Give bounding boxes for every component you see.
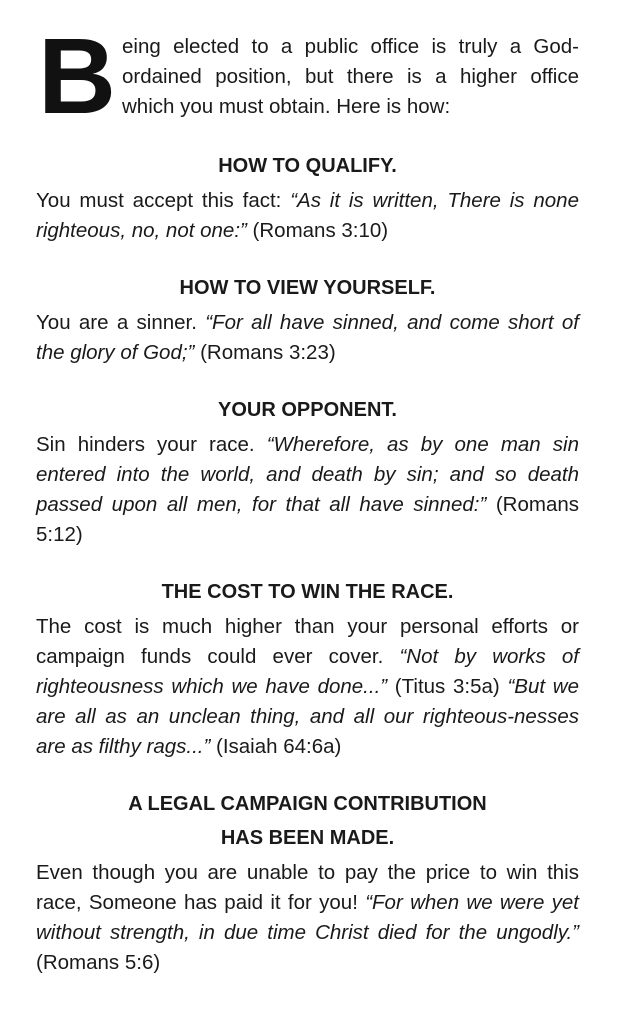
scripture-reference: (Romans 3:10)	[246, 219, 389, 242]
scripture-quote: “For when we were yet without strength, in due time Christ died for the ungodly.”	[36, 891, 579, 944]
body-text: Sin hinders your race.	[36, 433, 267, 456]
section-body	[36, 430, 579, 550]
section-how-to-view-yourself	[36, 274, 579, 368]
body-text: You must accept this fact:	[36, 189, 291, 212]
drop-cap: B	[38, 15, 116, 136]
section-heading: YOUR OPPONENT.	[218, 399, 397, 421]
section-heading: A LEGAL CAMPAIGN CONTRIBUTION	[128, 793, 487, 815]
section-cost-to-win	[36, 578, 579, 762]
section-your-opponent	[36, 396, 579, 550]
body-text: You are a sinner.	[36, 311, 206, 334]
body-text: Even though you are unable to pay the price to win this race, Someone has paid it for you!	[36, 861, 579, 914]
scripture-quote: “For all have sinned, and come short of the glory of God;”	[36, 311, 579, 364]
section-how-to-qualify	[36, 152, 579, 246]
section-heading: HOW TO VIEW YOURSELF.	[179, 277, 436, 299]
section-body	[36, 308, 579, 368]
section-heading: HOW TO QUALIFY.	[218, 155, 397, 177]
body-text: The cost is much higher than your personal efforts or campaign funds could ever cover.	[36, 615, 579, 668]
scripture-reference: (Titus 3:5a)	[387, 675, 508, 698]
scripture-quote: “Wherefore, as by one man sin entered into the world, and death by sin; and so death passed upon all men, for that all have sinned:”	[36, 433, 579, 516]
scripture-reference: (Romans 5:6)	[36, 951, 161, 974]
intro-text: eing elected to a public office is truly a God-ordained position, but there is a higher office which you must obtain. Here is how:	[122, 35, 579, 118]
section-heading: THE COST TO WIN THE RACE.	[161, 581, 454, 603]
scripture-reference: (Romans 5:12)	[36, 493, 580, 546]
intro-paragraph	[36, 15, 579, 136]
section-body	[36, 612, 579, 762]
scripture-quote: “Not by works of righteousness which we have done...”	[36, 645, 579, 698]
section-body	[36, 186, 579, 246]
scripture-reference-second: (Isaiah 64:6a)	[210, 735, 342, 758]
scripture-quote: “As it is written, There is none righteous, no, not one:”	[36, 189, 579, 242]
section-body	[36, 858, 579, 978]
scripture-quote-second: “But we are all as an unclean thing, and all our righteous-nesses are as filthy rags...”	[36, 675, 579, 758]
scripture-reference: (Romans 3:23)	[194, 341, 336, 364]
section-heading-line-2: HAS BEEN MADE.	[220, 827, 395, 849]
section-legal-contribution	[36, 790, 579, 978]
